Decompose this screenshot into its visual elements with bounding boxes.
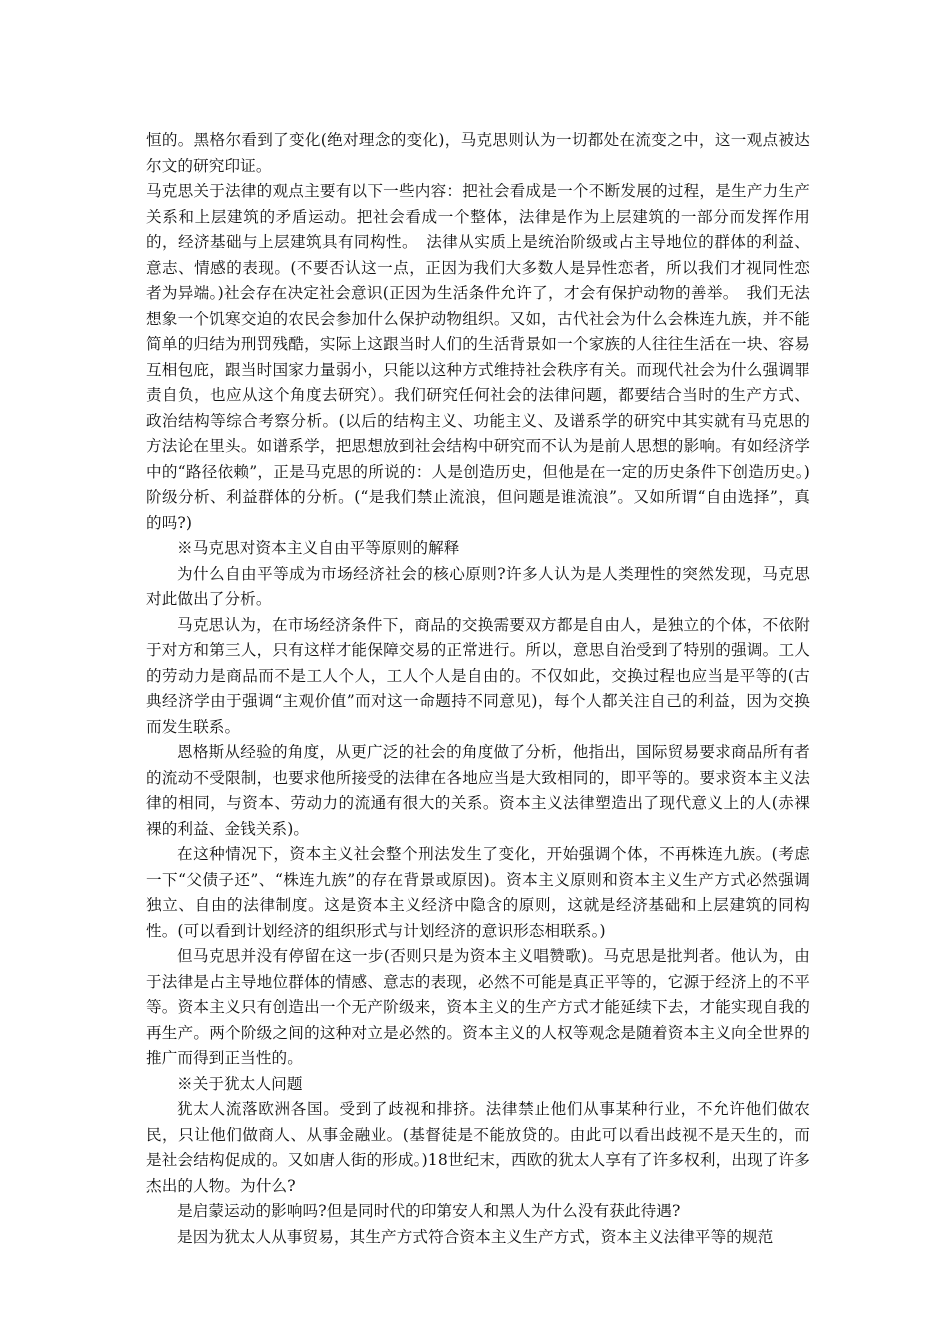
paragraph-7: 但马克思并没有停留在这一步(否则只是为资本主义唱赞歌)。马克思是批判者。他认为，由于法律是占主导地位群体的情感、意志的表现，必然不可能是真正平等的，它源于经济上的不平等。资本主义只有创造出一个无产阶级来，资本主义的生产方式才能延续下去，才能实现自我的再生产。两个阶级之间的这种对立是必然的。资本主义的人权等观念是随着资本主义向全世界的推广而得到正当性的。 [146, 947, 810, 1067]
paragraph-8: 犹太人流落欧洲各国。受到了歧视和排挤。法律禁止他们从事某种行业，不允许他们做农民，只让他们做商人、从事金融业。(基督徒是不能放贷的。由此可以看出歧视不是天生的，而是社会结构促成的。又如唐人街的形成。)18世纪末，西欧的犹太人享有了许多权利，出现了许多杰出的人物。为什么? [146, 1100, 810, 1195]
paragraph-10: 是因为犹太人从事贸易，其生产方式符合资本主义生产方式，资本主义法律平等的规范 [177, 1227, 774, 1246]
paragraph-1: 恒的。黑格尔看到了变化(绝对理念的变化)，马克思则认为一切都处在流变之中，这一观点被达尔文的研究印证。 [146, 131, 810, 175]
paragraph-6: 在这种情况下，资本主义社会整个刑法发生了变化，开始强调个体，不再株连九族。(考虑一下“父债子还”、“株连九族”的存在背景或原因)。资本主义原则和资本主义生产方式必然强调独立、自由的法律制度。这是资本主义经济中隐含的原则，这就是经济基础和上层建筑的同构性。(可以看到计划经济的组织形式与计划经济的意识形态相联系。) [146, 845, 810, 940]
paragraph-5: 恩格斯从经验的角度，从更广泛的社会的角度做了分析，他指出，国际贸易要求商品所有者的流动不受限制，也要求他所接受的法律在各地应当是大致相同的，即平等的。要求资本主义法律的相同，与资本、劳动力的流通有很大的关系。资本主义法律塑造出了现代意义上的人(赤裸裸的利益、金钱关系)。 [146, 743, 810, 838]
section-heading-jewish-question: ※关于犹太人问题 [177, 1074, 303, 1093]
paragraph-9: 是启蒙运动的影响吗?但是同时代的印第安人和黑人为什么没有获此待遇? [177, 1202, 681, 1220]
section-heading-capitalism-freedom-equality: ※马克思对资本主义自由平等原则的解释 [177, 539, 460, 557]
paragraph-4: 马克思认为，在市场经济条件下，商品的交换需要双方都是自由人，是独立的个体，不依附于对方和第三人，只有这样才能保障交易的正常进行。所以，意思自治受到了特别的强调。工人的劳动力是商品而不是工人个人，工人个人是自由的。不仅如此，交换过程也应当是平等的(古典经济学由于强调“主观价值”而对这一命题持不同意见)，每个人都关注自己的利益，因为交换而发生联系。 [146, 615, 810, 736]
document-page [146, 128, 810, 1250]
paragraph-2: 马克思关于法律的观点主要有以下一些内容：把社会看成是一个不断发展的过程，是生产力生产关系和上层建筑的矛盾运动。把社会看成一个整体，法律是作为上层建筑的一部分而发挥作用的，经济基础与上层建筑具有同构性。 法律从实质上是统治阶级或占主导地位的群体的利益、意志、情感的表现。(不要否认这一点，正因为我们大多数人是异性恋者，所以我们才视同性恋者为异端。)社会存在决定社会意识(正因为生活条件允许了，才会有保护动物的善举。 我们无法想象一个饥寒交迫的农民会参加什么保护动物组织。又如，古代社会为什么会株连九族，并不能简单的归结为刑罚残酷，实际上这跟当时人们的生活背景如一个家族的人往往生活在一块、容易互相包庇，跟当时国家力量弱小，只能以这种方式维持社会秩序有关。而现代社会为什么强调罪责自负，也应从这个角度去研究）。我们研究任何社会的法律问题，都要结合当时的生产方式、政治结构等综合考察分析。(以后的结构主义、功能主义、及谱系学的研究中其实就有马克思的方法论在里头。如谱系学，把思想放到社会结构中研究而不认为是前人思想的影响。有如经济学中的“路径依赖”，正是马克思的所说的：人是创造历史，但他是在一定的历史条件下创造历史。)阶级分析、利益群体的分析。(“是我们禁止流浪，但问题是谁流浪”。又如所谓“自由选择”，真的吗?) [146, 182, 810, 532]
paragraph-3: 为什么自由平等成为市场经济社会的核心原则?许多人认为是人类理性的突然发现，马克思对此做出了分析。 [146, 564, 810, 608]
